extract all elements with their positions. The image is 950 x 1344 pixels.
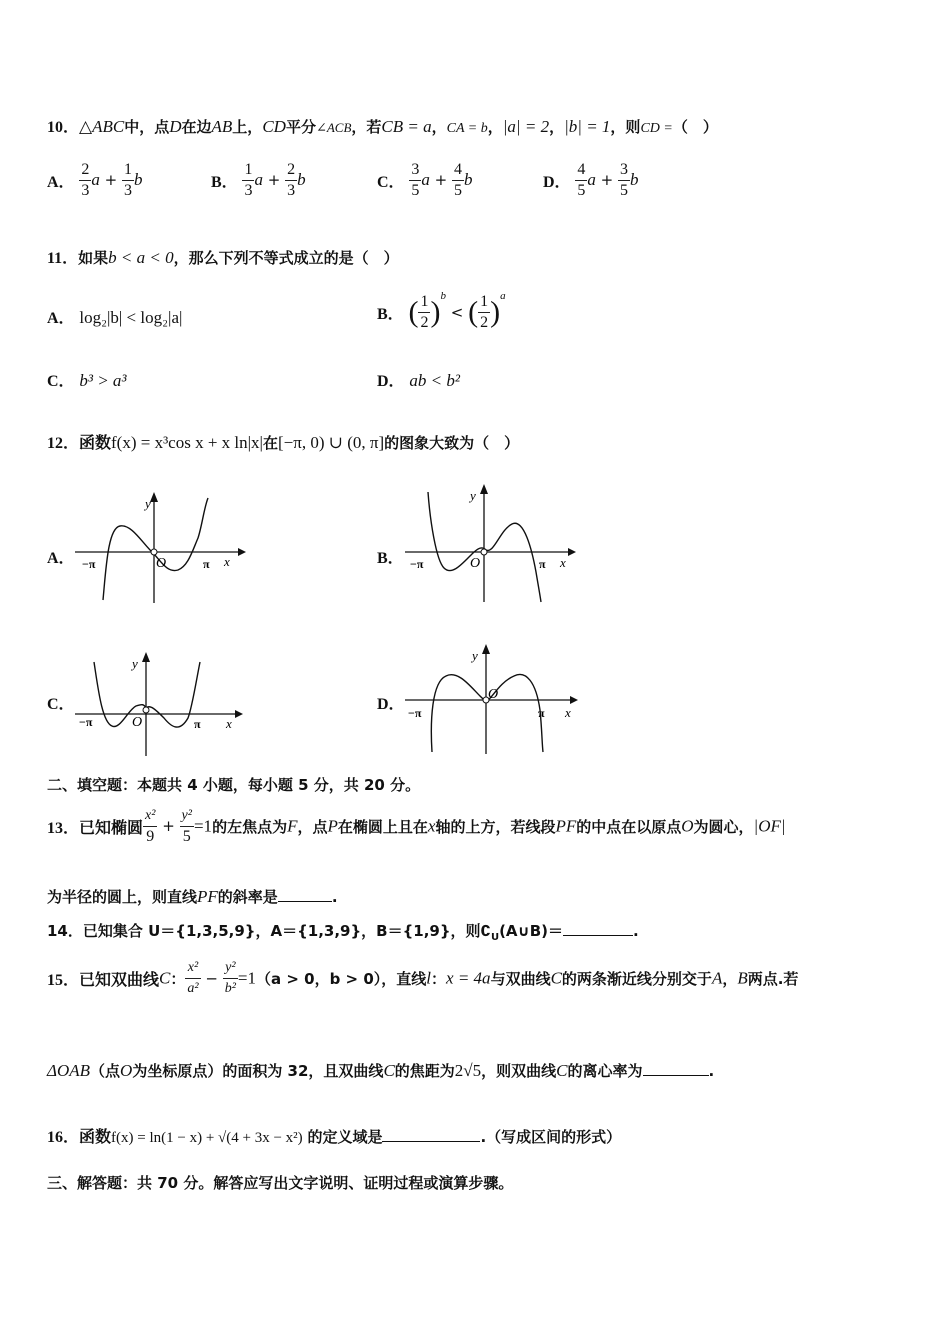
- graph-d-neg-pi: −π: [408, 706, 422, 720]
- q10-option-c[interactable]: C． $\frac{3}{5}$ a + $\frac{4}{5}$ b: [377, 161, 473, 199]
- graph-d[interactable]: [400, 640, 585, 756]
- q12-option-d-label[interactable]: D．: [377, 696, 405, 713]
- graph-d-pi: π: [538, 706, 545, 720]
- graph-b-origin: O: [470, 556, 481, 571]
- q15-answer-blank[interactable]: [643, 1061, 709, 1076]
- graph-c-x-label: x: [226, 716, 232, 731]
- graph-a[interactable]: [70, 488, 250, 606]
- q12-option-b-label[interactable]: B．: [377, 550, 404, 567]
- graph-c-pi: π: [194, 717, 201, 731]
- q14-answer-blank[interactable]: [563, 921, 633, 936]
- q14-stem: 14．已知集合 U＝{1,3,5,9}，A＝{1,3,9}，B＝{1,9}，则$∁_U(A\cup B)=$ .: [47, 922, 639, 943]
- q11-option-a[interactable]: A． log₂|b| < log₂|a|: [47, 308, 183, 327]
- graph-b-pi: π: [539, 557, 546, 571]
- q10-option-d[interactable]: D． $\frac{4}{5}$ a + $\frac{3}{5}$ b: [543, 161, 639, 199]
- graph-c-y-label: y: [132, 656, 138, 671]
- q11-option-c[interactable]: C． b³ > a³: [47, 371, 127, 390]
- q13-answer-blank[interactable]: [278, 887, 332, 902]
- q13-line2: 为半径的圆上，则直线PF的斜率是 .: [47, 887, 338, 906]
- q11-option-d[interactable]: D． ab < b²: [377, 371, 460, 390]
- graph-a-y-label: y: [145, 496, 151, 511]
- q12-option-a-label[interactable]: A．: [47, 550, 75, 567]
- graph-a-pi: π: [203, 557, 210, 571]
- section-3-heading: 三、解答题：共 70 分。解答应写出文字说明、证明过程或演算步骤。: [47, 1174, 514, 1192]
- graph-b-neg-pi: −π: [410, 557, 424, 571]
- q16-stem: 16．函数f(x) = ln(1 − x) + √(4 + 3x − x²) 的定义域是 .（写成区间的形式）: [47, 1128, 622, 1146]
- graph-c-origin: O: [132, 715, 143, 730]
- q16-answer-blank[interactable]: [382, 1127, 480, 1142]
- q10-option-a[interactable]: A． $\frac{2}{3}$ a + $\frac{1}{3}$ b: [47, 161, 143, 199]
- q10-option-b[interactable]: B． $\frac{1}{3}$ a + $\frac{2}{3}$ b: [211, 161, 306, 199]
- graph-c-neg-pi: −π: [79, 715, 93, 729]
- q12-option-c-label[interactable]: C．: [47, 696, 75, 713]
- q15-stem: 15．已知双曲线C： $\frac{\text{x²}}{\text{a²}}$ − $\frac{\text{y²}}{\text{b²}}$ =1（a > 0，b > 0），直线l：x = 4a与双曲线C的两条渐近线分别交于A，B两点.若: [47, 960, 799, 996]
- q11-option-b[interactable]: B． ( $\frac{1}{2}$ )$^b$ < ( $\frac{1}{2}$ )$^a$: [377, 290, 506, 331]
- graph-c[interactable]: [70, 648, 250, 758]
- graph-d-y-label: y: [472, 648, 478, 663]
- q13-stem: 13．已知椭圆 $\frac{\text{x²}}{9}$ + $\frac{\text{y²}}{5}$ =1的左焦点为F，点P在椭圆上且在x轴的上方，若线段PF的中点在以原点O为圆心，|OF|: [47, 808, 786, 845]
- section-2-heading: 二、填空题：本题共 4 小题，每小题 5 分，共 20 分。: [47, 776, 421, 794]
- graph-a-x-label: x: [224, 554, 230, 569]
- graph-b-y-label: y: [470, 488, 476, 503]
- graph-d-origin: O: [488, 687, 499, 702]
- graph-b-x-label: x: [560, 555, 566, 570]
- q11-stem: 11．如果b < a < 0，那么下列不等式成立的是（ ）: [47, 248, 399, 267]
- q10-stem: 10．△ABC中，点D在边AB上，CD平分∠ACB，若CB = a，CA = b，|a| = 2，|b| = 1，则CD =（ ）: [47, 117, 718, 136]
- q15-line2: ΔOAB（点O为坐标原点）的面积为 32，且双曲线C的焦距为2√5，则双曲线C的离心率为 .: [47, 1061, 715, 1080]
- graph-a-neg-pi: −π: [82, 557, 96, 571]
- graph-b[interactable]: [400, 480, 580, 604]
- graph-d-x-label: x: [565, 705, 571, 720]
- q12-stem: 12．函数f(x) = x³cos x + x ln|x|在[−π, 0) ∪ (0, π]的图象大致为（ ）: [47, 433, 520, 452]
- graph-a-origin: O: [156, 556, 167, 571]
